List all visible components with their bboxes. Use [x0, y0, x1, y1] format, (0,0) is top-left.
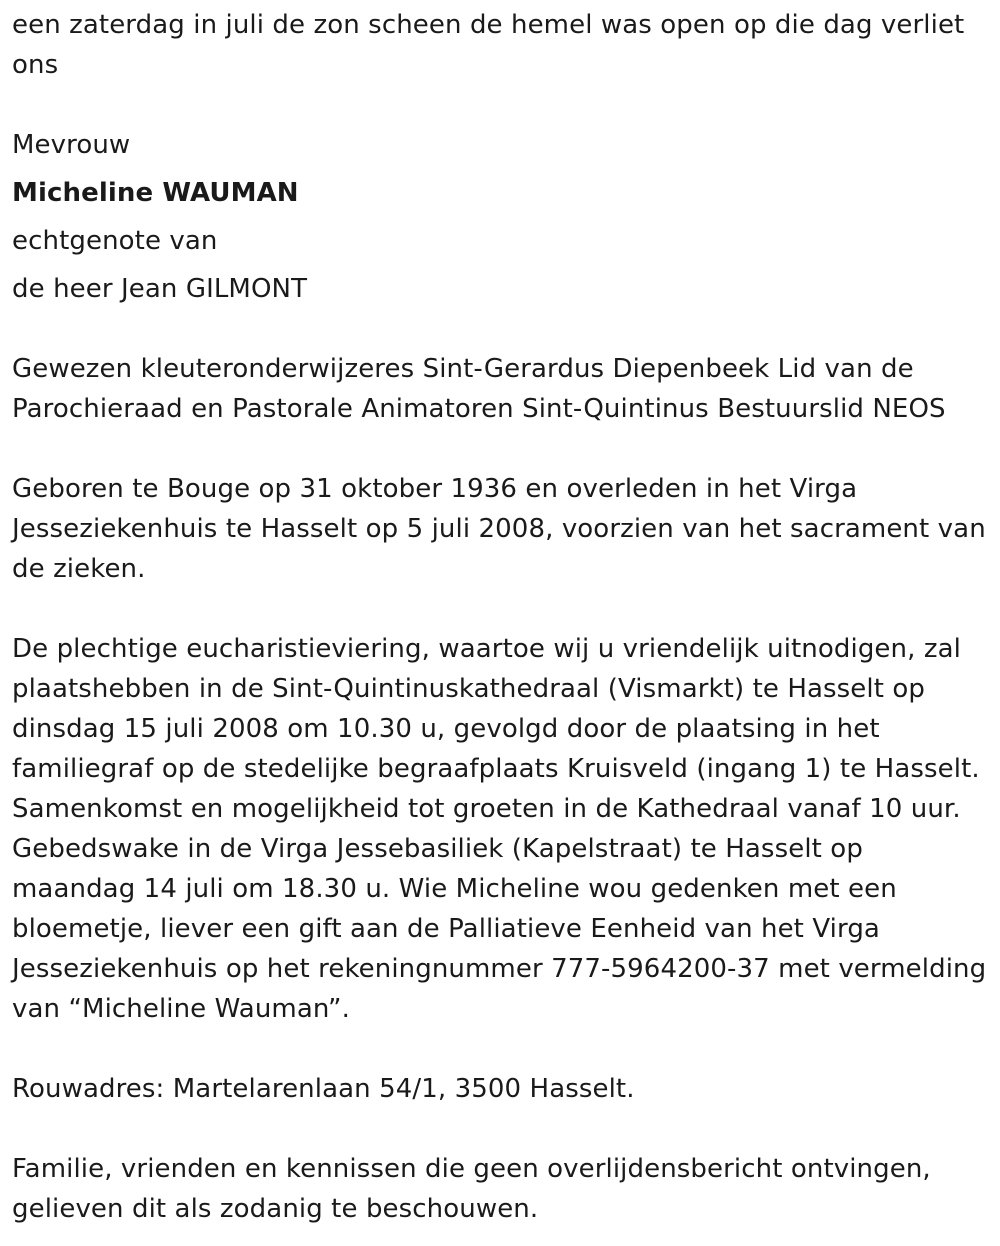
birth-death-paragraph	[12, 469, 988, 589]
title	[12, 125, 988, 165]
ceremony-line: De plechtige eucharistieviering, waartoe wij u vriendelijk uitnodigen, zal	[12, 634, 961, 664]
spacer	[12, 429, 988, 469]
spacer	[12, 1029, 988, 1069]
title-text: Mevrouw	[12, 130, 131, 160]
career-paragraph	[12, 349, 988, 429]
deceased-name-text: Micheline WAUMAN	[12, 178, 299, 208]
ceremony-line: dinsdag 15 juli 2008 om 10.30 u, gevolgd door de plaatsing in het	[12, 714, 880, 744]
ceremony-line: plaatshebben in de Sint-Quintinuskathedraal (Vismarkt) te Hasselt op	[12, 674, 925, 704]
birth-death-line: de zieken.	[12, 554, 146, 584]
spacer	[12, 1109, 988, 1149]
opening-line: ons	[12, 50, 59, 80]
closing-line: Familie, vrienden en kennissen die geen overlijdensbericht ontvingen,	[12, 1154, 931, 1184]
spouse-text: de heer Jean GILMONT	[12, 274, 308, 304]
birth-death-line: Geboren te Bouge op 31 oktober 1936 en overleden in het Virga	[12, 474, 858, 504]
relation-text: echtgenote van	[12, 226, 218, 256]
relation	[12, 221, 988, 261]
ceremony-line: familiegraf op de stedelijke begraafplaats Kruisveld (ingang 1) te Hasselt.	[12, 754, 980, 784]
spacer	[12, 309, 988, 349]
opening-paragraph	[12, 5, 988, 85]
spouse	[12, 269, 988, 309]
spacer	[12, 589, 988, 629]
closing-line: gelieven dit als zodanig te beschouwen.	[12, 1194, 539, 1224]
ceremony-line: Gebedswake in de Virga Jessebasiliek (Kapelstraat) te Hasselt op	[12, 834, 863, 864]
ceremony-line: Samenkomst en mogelijkheid tot groeten in de Kathedraal vanaf 10 uur.	[12, 794, 961, 824]
birth-death-line: Jesseziekenhuis te Hasselt op 5 juli 2008, voorzien van het sacrament van	[12, 514, 986, 544]
spacer	[12, 85, 988, 125]
ceremony-line: maandag 14 juli om 18.30 u. Wie Micheline wou gedenken met een	[12, 874, 897, 904]
ceremony-paragraph	[12, 629, 988, 1029]
address-paragraph	[12, 1069, 988, 1109]
deceased-name	[12, 173, 988, 213]
address-text: Rouwadres: Martelarenlaan 54/1, 3500 Hasselt.	[12, 1074, 635, 1104]
ceremony-line: van “Micheline Wauman”.	[12, 994, 350, 1024]
opening-line: een zaterdag in juli de zon scheen de hemel was open op die dag verliet	[12, 10, 965, 40]
career-line: Parochieraad en Pastorale Animatoren Sint-Quintinus Bestuurslid NEOS	[12, 394, 946, 424]
ceremony-line: bloemetje, liever een gift aan de Palliatieve Eenheid van het Virga	[12, 914, 880, 944]
closing-paragraph	[12, 1149, 988, 1229]
ceremony-line: Jesseziekenhuis op het rekeningnummer 777-5964200-37 met vermelding	[12, 954, 987, 984]
career-line: Gewezen kleuteronderwijzeres Sint-Gerardus Diepenbeek Lid van de	[12, 354, 914, 384]
